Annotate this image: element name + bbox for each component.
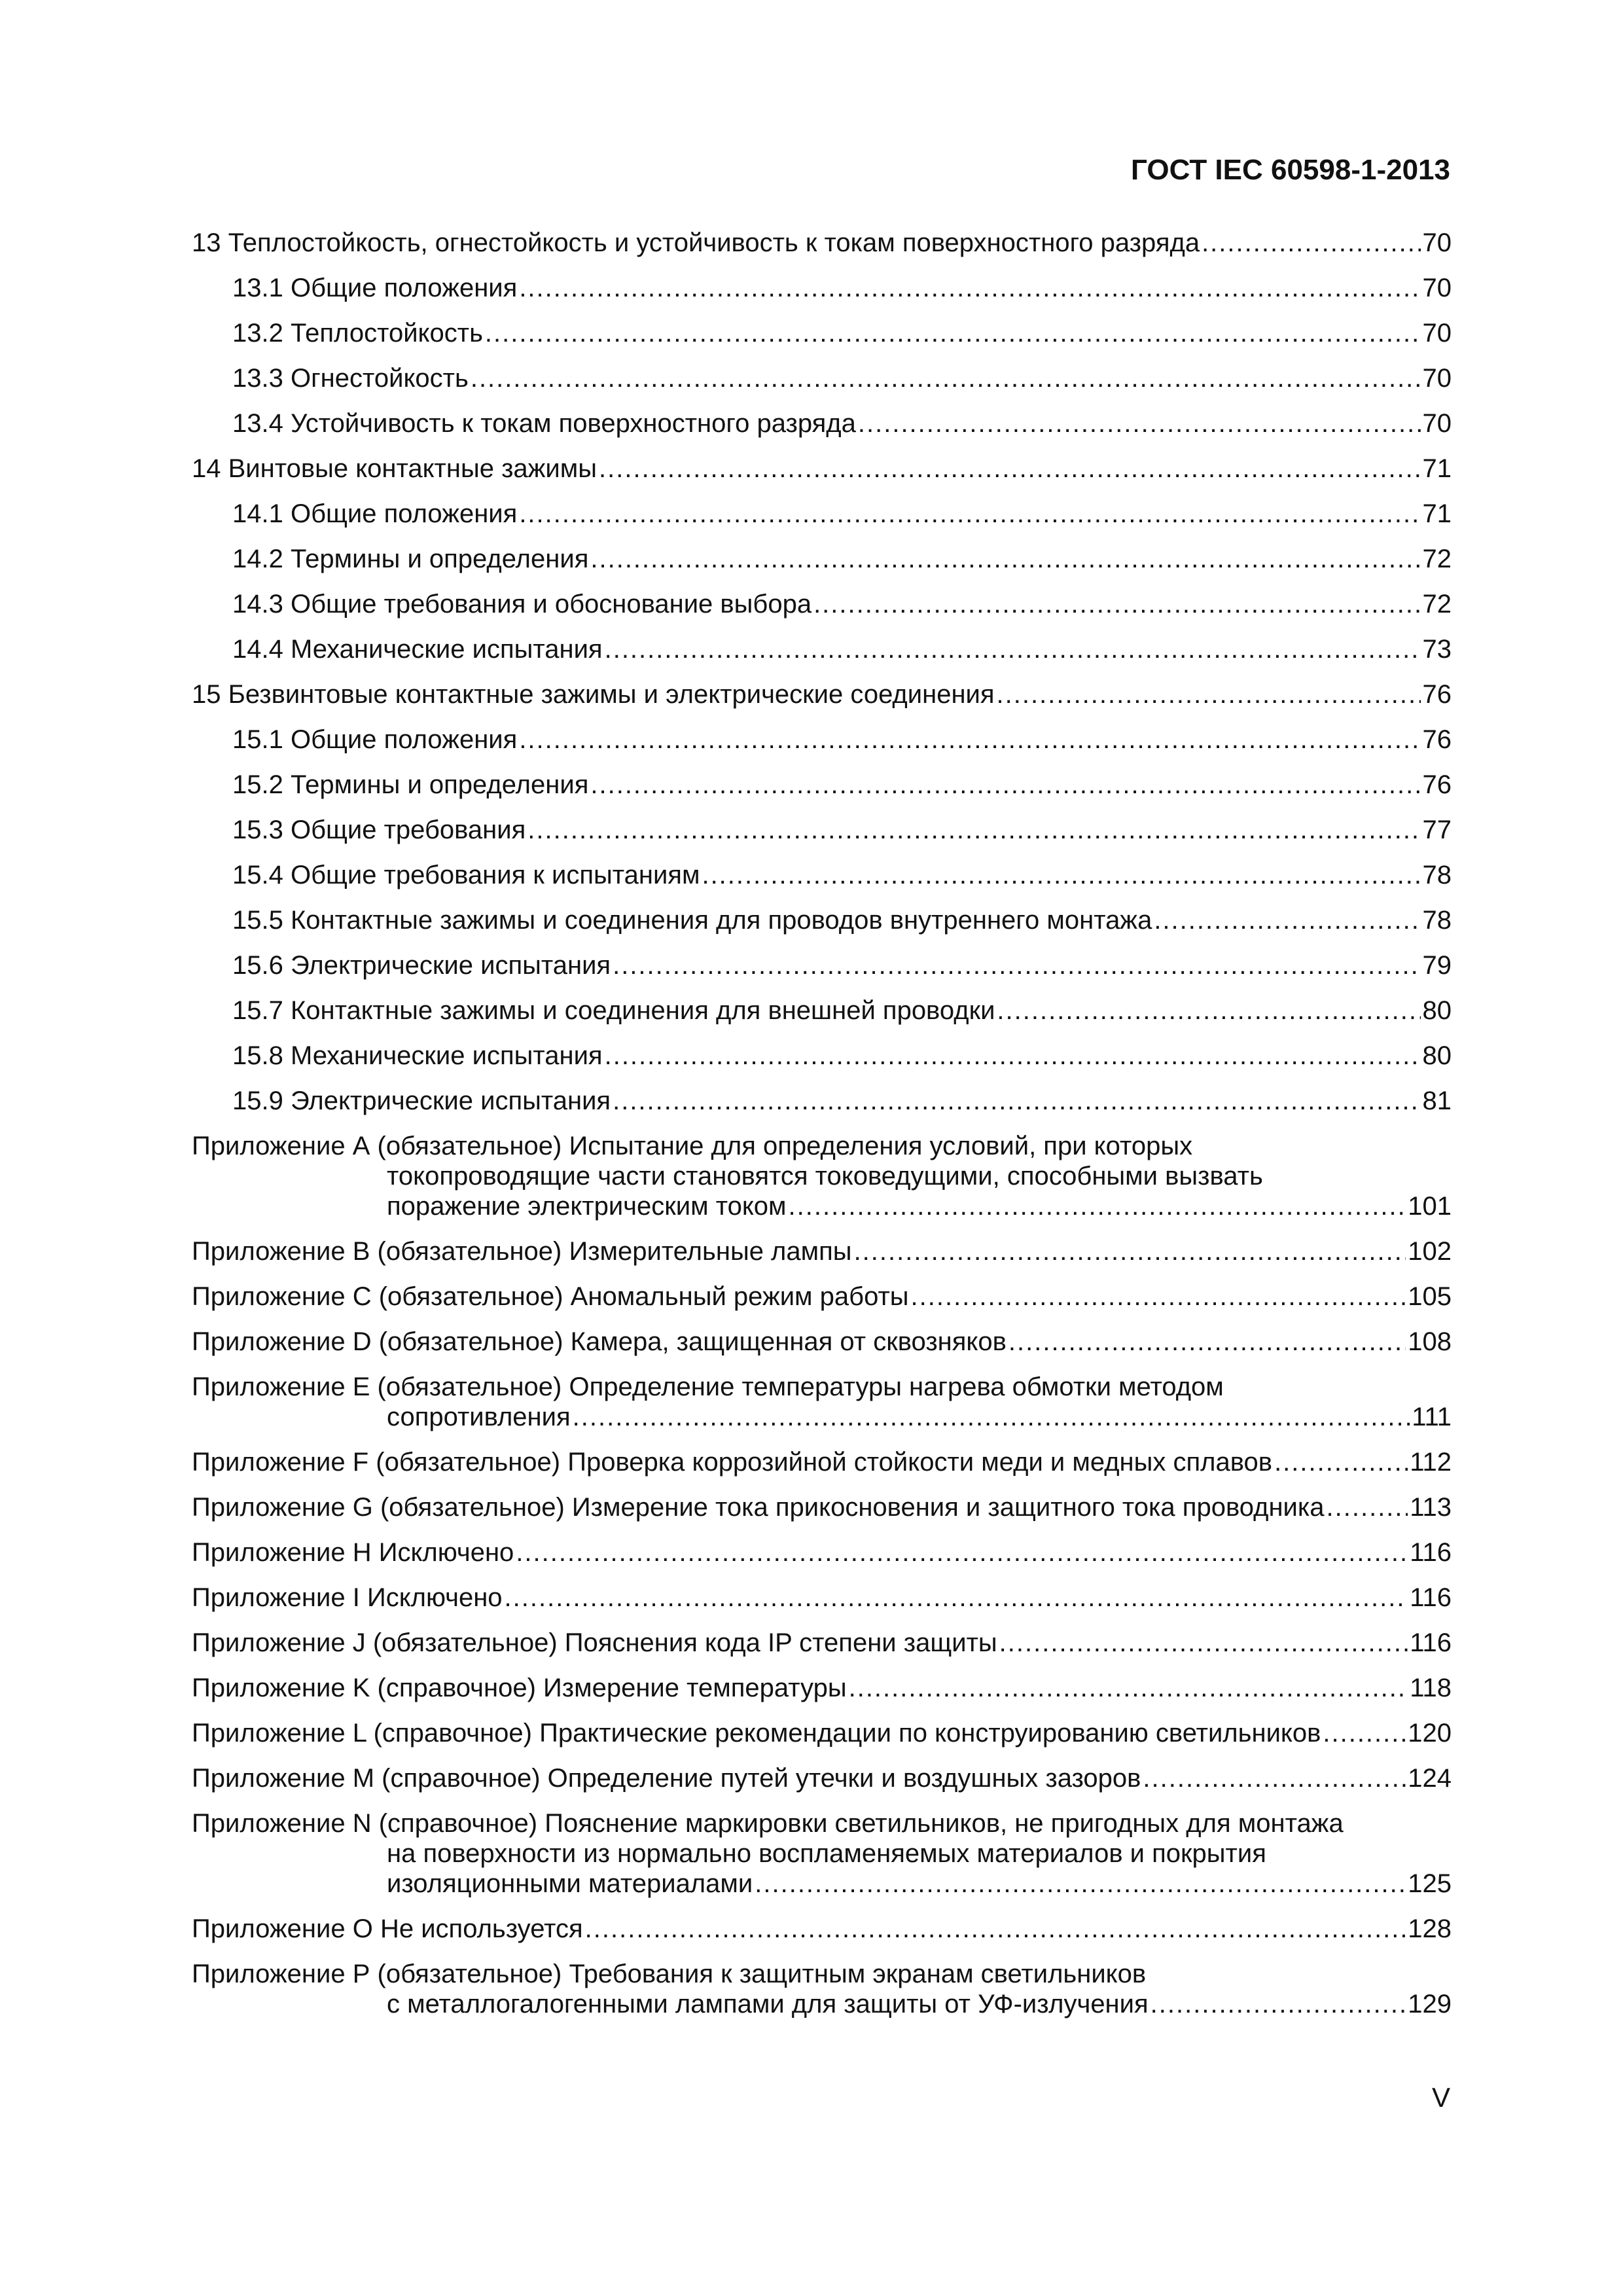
page-number: V (1431, 2082, 1450, 2113)
toc-entry[interactable] (192, 1447, 1452, 1477)
toc-entry[interactable] (192, 454, 1452, 484)
toc-entry[interactable] (192, 318, 1452, 348)
toc-entry-title: 14.3 Общие требования и обоснование выбора (232, 590, 812, 619)
dot-leader (516, 1537, 1408, 1568)
toc-entry-title: 13.4 Устойчивость к токам поверхностного разряда (232, 409, 856, 438)
toc-entry[interactable] (192, 1537, 1452, 1568)
toc-entry-row (192, 1763, 1452, 1793)
toc-entry-row (192, 1402, 1452, 1432)
toc-entry-title-continued: на поверхности из нормально воспламеняемых материалов и покрытия (387, 1839, 1266, 1868)
dot-leader (997, 996, 1420, 1026)
toc-entry-title: Приложение О Не используется (192, 1914, 583, 1943)
dot-leader (613, 1086, 1420, 1116)
toc-entry-row (232, 770, 1452, 800)
dot-leader (849, 1673, 1408, 1703)
toc-entry[interactable] (192, 589, 1452, 619)
toc-entry[interactable] (192, 1628, 1452, 1658)
toc-entry-row (232, 905, 1452, 935)
dot-leader (813, 589, 1420, 619)
toc-page-number: 71 (1422, 454, 1452, 483)
toc-page-number: 102 (1408, 1237, 1452, 1266)
dot-leader (1202, 228, 1420, 258)
toc-entry-title: Приложение I Исключено (192, 1583, 503, 1612)
dot-leader (519, 499, 1420, 529)
toc-page-number: 72 (1422, 590, 1452, 619)
toc-entry-title: Приложение С (обязательное) Аномальный режим работы (192, 1282, 909, 1311)
toc-entry-title-continued: поражение электрическим током (387, 1192, 787, 1221)
dot-leader (911, 1282, 1406, 1312)
dot-leader (590, 770, 1420, 800)
toc-entry-row (192, 454, 1452, 484)
toc-entry[interactable] (192, 1959, 1452, 2019)
toc-entry[interactable] (192, 363, 1452, 393)
toc-entry-row (232, 499, 1452, 529)
toc-entry-title: Приложение L (справочное) Практические рекомендации по конструированию светильников (192, 1719, 1321, 1748)
toc-entry-title: 15.3 Общие требования (232, 816, 526, 844)
dot-leader (605, 634, 1421, 664)
toc-page-number: 76 (1422, 725, 1452, 754)
toc-page-number: 78 (1422, 861, 1452, 889)
dot-leader (854, 1236, 1406, 1266)
dot-leader (605, 1041, 1421, 1071)
toc-entry-title: Приложение D (обязательное) Камера, защищенная от сквозняков (192, 1327, 1007, 1356)
toc-entry-row (232, 1041, 1452, 1071)
toc-entry[interactable] (192, 273, 1452, 303)
toc-entry-title: 14.4 Механические испытания (232, 635, 603, 664)
toc-entry[interactable] (192, 634, 1452, 664)
dot-leader (997, 679, 1421, 709)
toc-page-number: 70 (1422, 274, 1452, 302)
dot-leader (1154, 905, 1420, 935)
toc-entry[interactable] (192, 228, 1452, 258)
toc-entry[interactable] (192, 770, 1452, 800)
toc-entry[interactable] (192, 1327, 1452, 1357)
toc-page-number: 80 (1422, 996, 1452, 1025)
toc-entry-title: Приложение В (обязательное) Измерительные лампы (192, 1237, 852, 1266)
toc-entry-row (192, 1537, 1452, 1568)
toc-entry-row (192, 1869, 1452, 1899)
toc-entry-row (192, 1282, 1452, 1312)
toc-entry-title-continued: токопроводящие части становятся токоведущими, способными вызвать (387, 1162, 1263, 1191)
toc-page-number: 113 (1410, 1493, 1452, 1522)
toc-page-number: 105 (1408, 1282, 1452, 1311)
toc-entry[interactable] (192, 1131, 1452, 1221)
toc-entry[interactable] (192, 1583, 1452, 1613)
toc-entry-title: Приложение K (справочное) Измерение температуры (192, 1674, 847, 1702)
toc-entry-title: Приложение Р (обязательное) Требования к защитным экранам светильников (192, 1960, 1147, 1988)
toc-entry-row (232, 815, 1452, 845)
dot-leader (505, 1583, 1408, 1613)
toc-page-number: 71 (1422, 499, 1452, 528)
toc-page-number: 76 (1422, 770, 1452, 799)
dot-leader (1327, 1492, 1408, 1522)
dot-leader (613, 950, 1420, 980)
toc-entry[interactable] (192, 1808, 1452, 1899)
toc-page-number: 125 (1408, 1869, 1452, 1898)
toc-entry[interactable] (192, 408, 1452, 439)
dot-leader (1008, 1327, 1406, 1357)
toc-entry-row (192, 1914, 1452, 1944)
toc-entry[interactable] (192, 1763, 1452, 1793)
toc-entry-title: 15.9 Электрические испытания (232, 1086, 611, 1115)
dot-leader (519, 725, 1420, 755)
toc-entry-title: 15 Безвинтовые контактные зажимы и электрические соединения (192, 680, 995, 709)
toc-entry-row (192, 1236, 1452, 1266)
dot-leader (471, 363, 1421, 393)
toc-page-number: 79 (1422, 951, 1452, 980)
toc-entry-row (232, 996, 1452, 1026)
dot-leader (590, 544, 1420, 574)
toc-page-number: 73 (1422, 635, 1452, 664)
toc-page-number: 128 (1408, 1914, 1452, 1943)
dot-leader (755, 1869, 1406, 1899)
toc-entry-title: 14.1 Общие положения (232, 499, 518, 528)
toc-entry-title-continued: сопротивления (387, 1403, 571, 1431)
toc-entry-title: 15.1 Общие положения (232, 725, 518, 754)
toc-entry-row (192, 1628, 1452, 1658)
toc-page-number: 120 (1408, 1719, 1452, 1748)
toc-entry[interactable] (192, 815, 1452, 845)
toc-page-number: 111 (1412, 1403, 1452, 1431)
toc-entry-title: Приложение М (справочное) Определение путей утечки и воздушных зазоров (192, 1764, 1141, 1793)
dot-leader (573, 1402, 1410, 1432)
toc-entry[interactable] (192, 860, 1452, 890)
toc-entry[interactable] (192, 950, 1452, 980)
toc-entry[interactable] (192, 1492, 1452, 1522)
toc-page-number: 76 (1422, 680, 1452, 709)
dot-leader (1150, 1989, 1406, 2019)
toc-page-number: 116 (1410, 1628, 1452, 1657)
toc-entry-row (232, 318, 1452, 348)
toc-entry-title: 14 Винтовые контактные зажимы (192, 454, 597, 483)
toc-page-number: 118 (1410, 1674, 1452, 1702)
toc-entry-title: 14.2 Термины и определения (232, 545, 589, 573)
toc-page-number: 72 (1422, 545, 1452, 573)
toc-entry-row (192, 1989, 1452, 2019)
toc-entry-title: 15.8 Механические испытания (232, 1041, 603, 1070)
toc-entry-row (192, 1191, 1452, 1221)
toc-entry-title: 13.1 Общие положения (232, 274, 518, 302)
toc-entry-row (192, 228, 1452, 258)
toc-entry-row (232, 950, 1452, 980)
dot-leader (1143, 1763, 1406, 1793)
toc-entry-title: 13.2 Теплостойкость (232, 319, 483, 348)
toc-entry-title: 13 Теплостойкость, огнестойкость и устойчивость к токам поверхностного разряда (192, 228, 1200, 257)
toc-entry-row (192, 1718, 1452, 1748)
toc-entry-row (232, 725, 1452, 755)
toc-entry-row (192, 1583, 1452, 1613)
document-title: ГОСТ IEC 60598-1-2013 (1131, 154, 1450, 186)
toc-entry[interactable] (192, 905, 1452, 935)
toc-page-number: 112 (1410, 1448, 1452, 1477)
toc-entry-row (232, 1086, 1452, 1116)
toc-entry-title: Приложение J (обязательное) Пояснения кода IP степени защиты (192, 1628, 997, 1657)
toc-entry-row (232, 860, 1452, 890)
dot-leader (789, 1191, 1406, 1221)
toc-entry[interactable] (192, 1282, 1452, 1312)
toc-page-number: 124 (1408, 1764, 1452, 1793)
dot-leader (1323, 1718, 1406, 1748)
dot-leader (999, 1628, 1408, 1658)
toc-entry-title: Приложение Н Исключено (192, 1538, 514, 1567)
toc-entry-row (232, 408, 1452, 439)
toc-page-number: 129 (1408, 1990, 1452, 2018)
toc-entry-row (192, 679, 1452, 709)
toc-page-number: 108 (1408, 1327, 1452, 1356)
toc-entry[interactable] (192, 1041, 1452, 1071)
dot-leader (599, 454, 1420, 484)
toc-entry-row (232, 589, 1452, 619)
toc-entry[interactable] (192, 499, 1452, 529)
toc-entry-title: Приложение А (обязательное) Испытание для определения условий, при которых (192, 1132, 1193, 1160)
toc-page-number: 70 (1422, 228, 1452, 257)
dot-leader (485, 318, 1421, 348)
toc-entry[interactable] (192, 679, 1452, 709)
dot-leader (702, 860, 1420, 890)
toc-entry-title: Приложение Е (обязательное) Определение температуры нагрева обмотки методом (192, 1372, 1224, 1401)
toc-entry-row (192, 1327, 1452, 1357)
toc-entry[interactable] (192, 1718, 1452, 1748)
toc-entry-title-continued: с металлогалогенными лампами для защиты от УФ-излучения (387, 1990, 1149, 2018)
toc-entry-title: Приложение N (справочное) Пояснение маркировки светильников, не пригодных для монтажа (192, 1809, 1344, 1838)
toc-entry[interactable] (192, 1372, 1452, 1432)
toc-entry-title: 15.2 Термины и определения (232, 770, 589, 799)
dot-leader (1274, 1447, 1408, 1477)
toc-entry-title: 13.3 Огнестойкость (232, 364, 469, 393)
toc-page-number: 116 (1410, 1538, 1452, 1567)
toc-entry-title: Приложение F (обязательное) Проверка коррозийной стойкости меди и медных сплавов (192, 1448, 1273, 1477)
toc-entry-row (192, 1673, 1452, 1703)
toc-page-number: 70 (1422, 319, 1452, 348)
toc-page-number: 80 (1422, 1041, 1452, 1070)
toc-entry-row (192, 1492, 1452, 1522)
toc-entry[interactable] (192, 1236, 1452, 1266)
toc-entry-title: 15.6 Электрические испытания (232, 951, 611, 980)
toc-page-number: 77 (1422, 816, 1452, 844)
toc-entry[interactable] (192, 1086, 1452, 1116)
toc-page-number: 81 (1422, 1086, 1452, 1115)
dot-leader (858, 408, 1421, 439)
toc-entry[interactable] (192, 996, 1452, 1026)
toc-entry-title-continued: изоляционными материалами (387, 1869, 753, 1898)
toc-entry[interactable] (192, 725, 1452, 755)
toc-page-number: 70 (1422, 409, 1452, 438)
toc-entry-row (192, 1447, 1452, 1477)
toc-entry-row (232, 634, 1452, 664)
dot-leader (585, 1914, 1406, 1944)
toc-entry-row (232, 544, 1452, 574)
toc-entry[interactable] (192, 1673, 1452, 1703)
toc-entry-title: 15.5 Контактные зажимы и соединения для проводов внутреннего монтажа (232, 906, 1152, 935)
dot-leader (519, 273, 1420, 303)
toc-entry-row (232, 273, 1452, 303)
toc-page-number: 78 (1422, 906, 1452, 935)
toc-entry-row (232, 363, 1452, 393)
table-of-contents (192, 228, 1452, 2034)
toc-entry-title: Приложение G (обязательное) Измерение тока прикосновения и защитного тока проводника (192, 1493, 1325, 1522)
toc-page-number: 101 (1408, 1192, 1452, 1221)
toc-page-number: 70 (1422, 364, 1452, 393)
dot-leader (527, 815, 1420, 845)
toc-page-number: 116 (1410, 1583, 1452, 1612)
toc-entry[interactable] (192, 1914, 1452, 1944)
toc-entry-title: 15.7 Контактные зажимы и соединения для внешней проводки (232, 996, 995, 1025)
toc-entry[interactable] (192, 544, 1452, 574)
toc-entry-title: 15.4 Общие требования к испытаниям (232, 861, 700, 889)
